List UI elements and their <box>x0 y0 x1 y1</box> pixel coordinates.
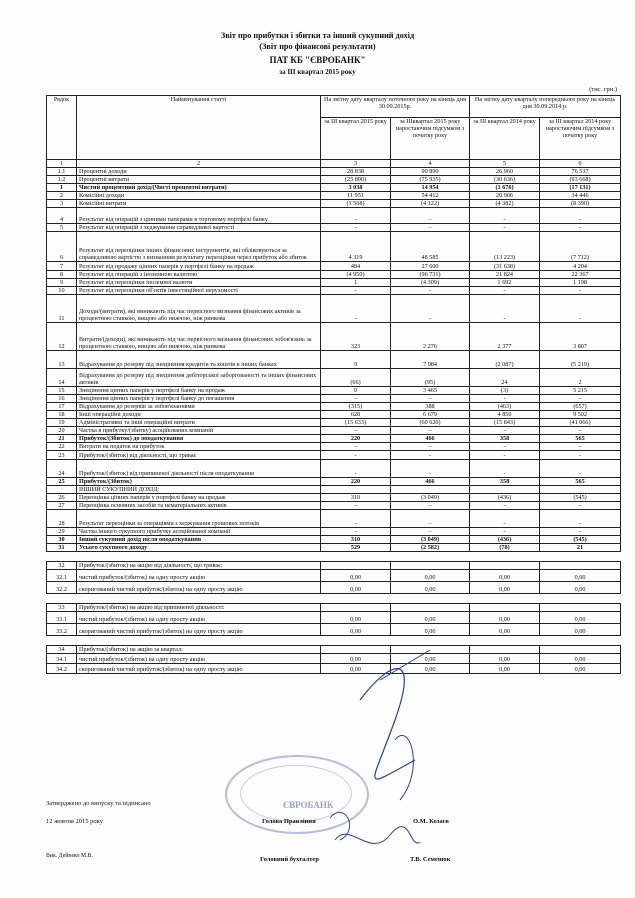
col-4: за ІІІквартал 2015 року наростаючим підсумком з початку року <box>391 118 470 160</box>
row-value: 0,00 <box>391 664 470 674</box>
row-number: 1.1 <box>47 168 77 176</box>
row-label: Прибуток/(збиток) на акцію від припиненої діяльності: <box>77 604 321 612</box>
row-number: 7 <box>47 262 77 271</box>
row-value: 0,00 <box>321 664 391 674</box>
row-label: Витрати/(доходи), які виникають під час первісного визнання фінансових зобов'язань за процентною ставкою, вищою або нижчою, ніж ринкова <box>77 323 321 351</box>
row-value: 529 <box>321 544 391 552</box>
row-label: Відрахування до резерву під знецінення дебіторської заборгованості та інших фінансових активів <box>77 369 321 387</box>
row-value: - <box>470 224 540 232</box>
row-value: 466 <box>391 435 470 443</box>
row-value: 0,00 <box>321 582 391 594</box>
row-label: чистий прибуток/(збиток) на одну просту акцію <box>77 654 321 664</box>
row-label: Інші операційні доходи <box>77 411 321 419</box>
row-value: 21 824 <box>470 271 540 279</box>
row-number: 9 <box>47 279 77 287</box>
row-value: 310 <box>321 536 391 544</box>
row-value: (13 223) <box>470 232 540 262</box>
row-value: 24 <box>470 369 540 387</box>
row-value: 22 367 <box>540 271 621 279</box>
row-label: Переоцінка основних засобів та нематеріальних активів <box>77 502 321 510</box>
row-number: 1 <box>47 184 77 192</box>
row-number: 10 <box>47 287 77 295</box>
row-value: 54 412 <box>391 192 470 200</box>
row-value: 484 <box>321 262 391 271</box>
row-number: 34.1 <box>47 654 77 664</box>
report-title: Звіт про прибутки і збитки та інший сукупний дохід <box>220 31 415 40</box>
row-value: - <box>391 208 470 224</box>
row-value: (2 582) <box>391 544 470 552</box>
row-value: - <box>470 287 540 295</box>
row-value: 0,00 <box>391 612 470 624</box>
row-number: 17 <box>47 403 77 411</box>
row-value: 0,00 <box>321 654 391 664</box>
row-value: - <box>391 502 470 510</box>
row-value: 220 <box>321 478 391 486</box>
row-number: 26 <box>47 494 77 502</box>
chair-name: О.М. Козаєв <box>413 818 449 825</box>
row-value: 9 502 <box>540 411 621 419</box>
row-number: 31 <box>47 544 77 552</box>
row-value: (436) <box>470 536 540 544</box>
row-value: - <box>321 443 391 451</box>
row-value: - <box>470 395 540 403</box>
row-number: 22 <box>47 443 77 451</box>
row-label: Результат від операцій з іноземною валютою <box>77 271 321 279</box>
col-name: Найменування статті <box>77 96 321 160</box>
row-value: (3 049) <box>391 494 470 502</box>
row-value: 27 600 <box>391 262 470 271</box>
row-value: (4 122) <box>391 200 470 208</box>
row-label: Прибуток/(збиток) на акцію за квартал: <box>77 646 321 654</box>
row-value: 0,00 <box>540 582 621 594</box>
row-label: Прибуток/(Збиток) <box>77 478 321 486</box>
row-value: (545) <box>540 494 621 502</box>
row-label: ІНШИЙ СУКУПНИЙ ДОХІД: <box>77 486 321 494</box>
row-value: 565 <box>540 435 621 443</box>
row-value: - <box>391 395 470 403</box>
row-value: 0,00 <box>470 612 540 624</box>
row-value: 28 838 <box>321 168 391 176</box>
row-label: Прибуток/(Збиток) до оподаткування <box>77 435 321 443</box>
row-label: Процентні доходи <box>77 168 321 176</box>
row-value: 48 585 <box>391 232 470 262</box>
row-value: (15 633) <box>321 419 391 427</box>
row-value: 0,00 <box>321 612 391 624</box>
row-value: - <box>540 287 621 295</box>
row-value: (436) <box>470 494 540 502</box>
row-value: - <box>391 443 470 451</box>
row-value: - <box>391 528 470 536</box>
row-value: (96 731) <box>391 271 470 279</box>
row-label: Частка іншого сукупного прибутку асоційованої компанії <box>77 528 321 536</box>
row-label: Відрахування до резервів за зобов'язаннями <box>77 403 321 411</box>
report-period: за ІІІ квартал 2015 року <box>279 68 356 76</box>
row-value: 2 377 <box>470 323 540 351</box>
row-value: (93 668) <box>540 176 621 184</box>
row-value: 26 960 <box>470 168 540 176</box>
row-value: (31 638) <box>470 262 540 271</box>
row-value: - <box>391 287 470 295</box>
row-value: 1 692 <box>470 279 540 287</box>
row-value: 14 954 <box>391 184 470 192</box>
col-3: за ІІІ квартал 2015 року <box>321 118 391 160</box>
row-value: - <box>391 427 470 435</box>
row-value: (315) <box>321 403 391 411</box>
row-value: - <box>321 395 391 403</box>
row-value: - <box>540 460 621 478</box>
row-value: (78) <box>470 544 540 552</box>
row-label: Чистий процентний дохід/(Чисті процентні витрати) <box>77 184 321 192</box>
row-value: (41 066) <box>540 419 621 427</box>
row-value: (3 676) <box>470 184 540 192</box>
row-value: (4 382) <box>470 200 540 208</box>
row-value: - <box>540 427 621 435</box>
row-value: 5 215 <box>540 387 621 395</box>
row-value: 3 807 <box>540 323 621 351</box>
row-value: (3) <box>470 387 540 395</box>
col-index: 2 <box>77 160 321 168</box>
row-value: - <box>540 208 621 224</box>
col-6: за ІІІ квартал 2014 року наростаючим підсумком з початку року <box>540 118 621 160</box>
row-label: Доходи/(витрати), які виникають під час первісного визнання фінансових активів за процентною ставкою, вищою або нижчою, ніж ринкова <box>77 295 321 323</box>
row-value: 20 906 <box>470 192 540 200</box>
row-number: 30 <box>47 536 77 544</box>
row-value: 4 319 <box>321 232 391 262</box>
row-label: Результат від операцій з цінними паперами в торговому портфелі банку <box>77 208 321 224</box>
row-label: Переоцінка цінних паперів у портфелі банку на продаж <box>77 494 321 502</box>
row-value: - <box>540 224 621 232</box>
row-value: 9 <box>321 351 391 369</box>
row-value: (463) <box>470 403 540 411</box>
row-value: 0,00 <box>321 624 391 636</box>
row-value: 466 <box>391 478 470 486</box>
approved-text: Затверджено до випуску та підписано <box>46 800 151 807</box>
row-number: 19 <box>47 419 77 427</box>
row-value: (7 712) <box>540 232 621 262</box>
row-value: 0,00 <box>540 624 621 636</box>
row-number: 33 <box>47 604 77 612</box>
row-label: Усього сукупного доходу <box>77 544 321 552</box>
row-value: (4 309) <box>391 279 470 287</box>
row-label: скоригований чистий прибуток/(збиток) на одну просту акцію <box>77 624 321 636</box>
row-number: 8 <box>47 271 77 279</box>
row-label: скоригований чистий прибуток/(збиток) на одну просту акцію <box>77 664 321 674</box>
row-number: 32.1 <box>47 570 77 582</box>
row-label: Інший сукупний дохід після оподаткування <box>77 536 321 544</box>
row-label: Результат від переоцінки інших фінансових інструментів, які обліковуються за справедливою вартістю з визнанням результату переоцінки через прибуток або збиток <box>77 232 321 262</box>
row-value: - <box>540 451 621 460</box>
row-value: 3 465 <box>391 387 470 395</box>
row-value: (30 636) <box>470 176 540 184</box>
row-value: - <box>391 224 470 232</box>
row-number: 25 <box>47 478 77 486</box>
row-number: 27 <box>47 502 77 510</box>
row-number: 29 <box>47 528 77 536</box>
row-value: (5 219) <box>540 351 621 369</box>
row-value: - <box>540 502 621 510</box>
row-number: 21 <box>47 435 77 443</box>
row-value: 0,00 <box>321 570 391 582</box>
row-number: 28 <box>47 510 77 528</box>
row-value: 6 679 <box>391 411 470 419</box>
accountant-title: Головний бухгалтер <box>260 856 319 863</box>
executor-name: Вик. Дейнеко М.В. <box>46 853 93 859</box>
row-value: - <box>321 510 391 528</box>
row-value: - <box>321 451 391 460</box>
row-label: Витрати на податок на прибуток <box>77 443 321 451</box>
row-number: 24 <box>47 460 77 478</box>
row-number: 34.2 <box>47 664 77 674</box>
row-value: - <box>321 287 391 295</box>
row-value: - <box>470 295 540 323</box>
row-value: (75 935) <box>391 176 470 184</box>
row-value: - <box>321 502 391 510</box>
report-subtitle: (Звіт про фінансові результати) <box>259 42 376 51</box>
row-value: (2 087) <box>470 351 540 369</box>
row-value: - <box>470 502 540 510</box>
row-value: 388 <box>391 403 470 411</box>
row-value: - <box>470 528 540 536</box>
row-value: 0,00 <box>540 612 621 624</box>
row-value: (545) <box>540 536 621 544</box>
row-value: 358 <box>470 478 540 486</box>
accountant-name: Т.В. Семенюк <box>410 856 451 863</box>
row-number: 14 <box>47 369 77 387</box>
row-value: - <box>470 443 540 451</box>
row-label: Процентні витрати <box>77 176 321 184</box>
row-number: 18 <box>47 411 77 419</box>
row-value: 11 951 <box>321 192 391 200</box>
row-number: 20 <box>47 427 77 435</box>
row-value: 4 850 <box>470 411 540 419</box>
col-group-previous: На звітну дату кварталу попереднього року на кінець дня 30.09.2014 р. <box>470 96 621 118</box>
row-label: Прибуток/(збиток) від діяльності, що триває <box>77 451 321 460</box>
row-value: 565 <box>540 478 621 486</box>
row-value: 310 <box>321 494 391 502</box>
col-index: 1 <box>47 160 77 168</box>
row-number: 4 <box>47 208 77 224</box>
row-value: 4 204 <box>540 262 621 271</box>
row-value: 1 198 <box>540 279 621 287</box>
row-value: - <box>321 208 391 224</box>
row-number: 1.2 <box>47 176 77 184</box>
row-value: - <box>470 451 540 460</box>
row-number: 6 <box>47 232 77 262</box>
row-value: - <box>321 295 391 323</box>
row-value: 0,00 <box>470 570 540 582</box>
row-value: - <box>540 395 621 403</box>
row-value: (25 800) <box>321 176 391 184</box>
row-number: 11 <box>47 295 77 323</box>
row-value: 0,00 <box>391 570 470 582</box>
row-value: - <box>391 460 470 478</box>
row-value: - <box>391 451 470 460</box>
row-number: 32 <box>47 562 77 570</box>
row-number: 23 <box>47 451 77 460</box>
row-value: 0,00 <box>470 624 540 636</box>
row-label: Результат від переоцінки іноземної валюти <box>77 279 321 287</box>
row-value: 220 <box>321 435 391 443</box>
row-value: - <box>321 224 391 232</box>
row-number: 5 <box>47 224 77 232</box>
col-index: 3 <box>321 160 391 168</box>
row-value: (17 131) <box>540 184 621 192</box>
bank-name: ПАТ КБ "ЄВРОБАНК" <box>269 55 366 65</box>
row-value: 0,00 <box>470 582 540 594</box>
row-value: (4 950) <box>321 271 391 279</box>
row-number: 3 <box>47 200 77 208</box>
row-value: (60 620) <box>391 419 470 427</box>
row-value: - <box>321 460 391 478</box>
row-label: чистий прибуток/(збиток) на одну просту акцію <box>77 612 321 624</box>
row-value: 0 <box>321 387 391 395</box>
row-value: 3 038 <box>321 184 391 192</box>
row-value: (8 390) <box>540 200 621 208</box>
row-label: скоригований чистий прибуток/(збиток) на одну просту акцію <box>77 582 321 594</box>
row-label: Частка в прибутку/(збитку) асоційованих компаній <box>77 427 321 435</box>
row-number: 33.1 <box>47 612 77 624</box>
approval-date: 12 жовтня 2015 року <box>46 818 103 825</box>
row-label: Знецінення цінних паперів у портфелі банку до погашення <box>77 395 321 403</box>
row-number: 33.2 <box>47 624 77 636</box>
row-value: 0,00 <box>391 624 470 636</box>
col-index: 4 <box>391 160 470 168</box>
row-value: (66) <box>321 369 391 387</box>
row-label: Результат від переоцінки об'єктів інвестиційної нерухомості <box>77 287 321 295</box>
row-value: - <box>540 295 621 323</box>
row-value: - <box>391 510 470 528</box>
col-index: 5 <box>470 160 540 168</box>
row-label: Відрахування до резерву під знецінення кредитів та коштів в інших банках <box>77 351 321 369</box>
row-value: (95) <box>391 369 470 387</box>
row-value: - <box>391 295 470 323</box>
row-label: Результат від операцій з хеджування справедливої вартості <box>77 224 321 232</box>
row-number: 12 <box>47 323 77 351</box>
row-value: 2 <box>540 369 621 387</box>
chair-title: Голова Правління <box>262 818 316 825</box>
row-number: 13 <box>47 351 77 369</box>
row-number: 32.2 <box>47 582 77 594</box>
row-value: - <box>470 208 540 224</box>
row-value: - <box>470 427 540 435</box>
row-label: Комісійні витрати <box>77 200 321 208</box>
col-index: 6 <box>540 160 621 168</box>
row-value: 0,00 <box>540 570 621 582</box>
row-value: - <box>540 510 621 528</box>
row-value: - <box>470 460 540 478</box>
row-value: (3 049) <box>391 536 470 544</box>
row-value: 323 <box>321 323 391 351</box>
row-number: 2 <box>47 192 77 200</box>
row-value: 2 276 <box>391 323 470 351</box>
stamp-text: ЄВРОБАНК <box>283 800 334 810</box>
row-label: Знецінення цінних паперів у портфелі банку на продаж <box>77 387 321 395</box>
row-value: - <box>540 528 621 536</box>
row-value: 90 890 <box>391 168 470 176</box>
row-value: 76 537 <box>540 168 621 176</box>
row-value: 0,00 <box>540 654 621 664</box>
row-label: Адміністративні та інші операційні витрати <box>77 419 321 427</box>
accountant-signature <box>335 827 420 844</box>
row-label: Прибуток/(збиток) від припиненої діяльності після оподаткування <box>77 460 321 478</box>
signature-stroke <box>360 669 415 779</box>
row-value: - <box>540 443 621 451</box>
row-value: 0,00 <box>470 664 540 674</box>
units-label: (тис. грн.) <box>589 86 617 93</box>
row-value: (15 843) <box>470 419 540 427</box>
row-label: Результат від продажу цінних паперів у портфелі банку на продаж <box>77 262 321 271</box>
col-row-no: Рядок <box>47 96 77 160</box>
row-number: 16 <box>47 395 77 403</box>
row-value: 0,00 <box>540 664 621 674</box>
row-value: 21 <box>540 544 621 552</box>
row-value: - <box>321 427 391 435</box>
row-value: 0,00 <box>391 654 470 664</box>
row-value: 0,00 <box>391 582 470 594</box>
row-value: (657) <box>540 403 621 411</box>
col-group-current: На звітну дату кварталу поточного року на кінець дня 30.09.2015р. <box>321 96 470 118</box>
row-label: Комісійні доходи <box>77 192 321 200</box>
row-value: - <box>470 510 540 528</box>
row-value: 7 984 <box>391 351 470 369</box>
row-value: 0,00 <box>470 654 540 664</box>
row-label: чистий прибуток/(збиток) на одну просту акцію <box>77 570 321 582</box>
row-value: 628 <box>321 411 391 419</box>
row-value: (1 568) <box>321 200 391 208</box>
row-value: 34 446 <box>540 192 621 200</box>
row-number: 15 <box>47 387 77 395</box>
row-value: 358 <box>470 435 540 443</box>
col-5: за ІІІ квартал 2014 року <box>470 118 540 160</box>
row-value: 1 <box>321 279 391 287</box>
row-value: - <box>321 528 391 536</box>
row-label: Результат переоцінки за операціями з хеджування грошових потоків <box>77 510 321 528</box>
row-number: 34 <box>47 646 77 654</box>
row-label: Прибуток/(збиток) на акцію від діяльності, що триває: <box>77 562 321 570</box>
